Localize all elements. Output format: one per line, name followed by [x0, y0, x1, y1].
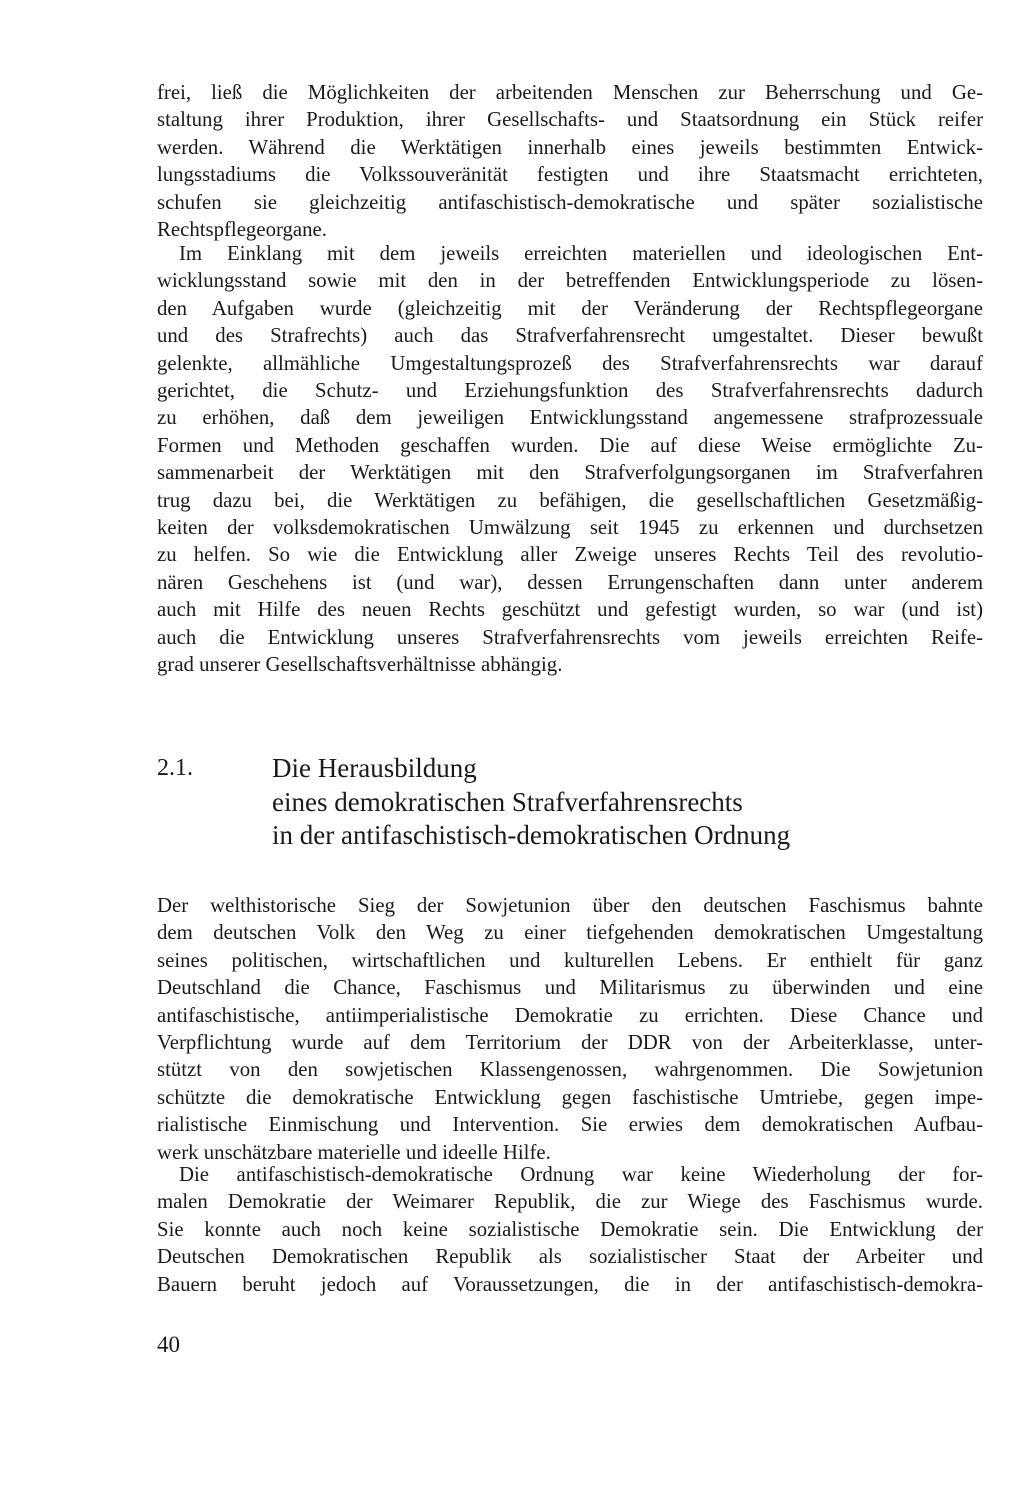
heading-line: in der antifaschistisch-demokratischen Ordnung	[272, 820, 791, 850]
paragraph-1	[157, 79, 983, 243]
text-line: werden. Während die Werktätigen innerhalb eines jeweils bestimmten Entwick-	[157, 135, 983, 159]
text-line: Deutschland die Chance, Faschismus und Militarismus zu überwinden und eine	[157, 976, 983, 1000]
text-line: gerichtet, die Schutz- und Erziehungsfunktion des Strafverfahrensrechts dadurch	[157, 379, 983, 403]
text-line: Deutschen Demokratischen Republik als sozialistischer Staat der Arbeiter und	[157, 1245, 983, 1269]
text-line: auch die Entwicklung unseres Strafverfahrensrechts vom jeweils erreichten Reife-	[157, 625, 983, 649]
text-line: Sie konnte auch noch keine sozialistische Demokratie sein. Die Entwicklung der	[157, 1217, 983, 1241]
text-line: Im Einklang mit dem jeweils erreichten materiellen und ideologischen Ent-	[179, 242, 983, 265]
text-line: wicklungsstand sowie mit den in der betreffenden Entwicklungsperiode zu lösen-	[157, 269, 983, 293]
text-line: Verpflichtung wurde auf dem Territorium der DDR von der Arbeiterklasse, unter-	[157, 1031, 983, 1055]
page-number: 40	[157, 1332, 180, 1357]
heading-line: Die Herausbildung	[272, 753, 477, 783]
text-line: stützt von den sowjetischen Klassengenossen, wahrgenommen. Die Sowjetunion	[157, 1058, 983, 1082]
text-line: und des Strafrechts) auch das Strafverfahrensrecht umgestaltet. Dieser bewußt	[157, 324, 983, 348]
paragraph-2	[157, 240, 983, 679]
text-line: nären Geschehens ist (und war), dessen Errungenschaften dann unter anderem	[157, 570, 983, 594]
text-line: Bauern beruht jedoch auf Voraussetzungen, die in der antifaschistisch-demokra-	[157, 1272, 983, 1296]
text-line: seines politischen, wirtschaftlichen und kulturellen Lebens. Er enthielt für ganz	[157, 948, 983, 972]
text-line: auch mit Hilfe des neuen Rechts geschützt und gefestigt wurden, so war (und ist)	[157, 598, 983, 622]
text-line: malen Demokratie der Weimarer Republik, die zur Wiege des Faschismus wurde.	[157, 1190, 983, 1214]
text-line: staltung ihrer Produktion, ihrer Gesellschafts- und Staatsordnung ein Stück reifer	[157, 108, 983, 132]
text-line: zu erhöhen, daß dem jeweiligen Entwicklungsstand angemessene strafprozessuale	[157, 406, 983, 430]
text-line: sammenarbeit der Werktätigen mit den Strafverfolgungsorganen im Strafverfahren	[157, 461, 983, 485]
text-line: gelenkte, allmähliche Umgestaltungsprozeß des Strafverfahrensrechts war darauf	[157, 351, 983, 375]
text-line: antifaschistische, antiimperialistische Demokratie zu errichten. Diese Chance und	[157, 1003, 983, 1027]
text-line: werk unschätzbare materielle und ideelle Hilfe.	[157, 1140, 551, 1164]
text-line: Rechtspflegeorgane.	[157, 218, 327, 242]
text-line: dem deutschen Volk den Weg zu einer tiefgehenden demokratischen Umgestaltung	[157, 921, 983, 945]
section-number: 2.1.	[157, 755, 193, 781]
paragraph-3	[157, 892, 983, 1166]
text-line: grad unserer Gesellschaftsverhältnisse abhängig.	[157, 653, 563, 677]
text-line: rialistische Einmischung und Intervention. Sie erwies dem demokratischen Aufbau-	[157, 1113, 983, 1137]
text-line: trug dazu bei, die Werktätigen zu befähigen, die gesellschaftlichen Gesetzmäßig-	[157, 488, 983, 512]
text-line: Die antifaschistisch-demokratische Ordnung war keine Wiederholung der for-	[179, 1163, 983, 1186]
paragraph-4	[157, 1161, 983, 1298]
section-heading	[272, 752, 790, 853]
text-line: lungsstadiums die Volkssouveränität festigten und ihre Staatsmacht errichteten,	[157, 163, 983, 187]
text-line: den Aufgaben wurde (gleichzeitig mit der Veränderung der Rechtspflegeorgane	[157, 296, 983, 320]
text-line: schufen sie gleichzeitig antifaschistisch-demokratische und später sozialistische	[157, 190, 983, 214]
text-line: schützte die demokratische Entwicklung gegen faschistische Umtriebe, gegen impe-	[157, 1085, 983, 1109]
heading-line: eines demokratischen Strafverfahrensrechts	[272, 786, 743, 817]
text-line: keiten der volksdemokratischen Umwälzung seit 1945 zu erkennen und durchsetzen	[157, 516, 983, 540]
text-line: frei, ließ die Möglichkeiten der arbeitenden Menschen zur Beherrschung und Ge-	[157, 81, 983, 104]
text-line: zu helfen. So wie die Entwicklung aller Zweige unseres Rechts Teil des revolutio-	[157, 543, 983, 567]
text-line: Der welthistorische Sieg der Sowjetunion über den deutschen Faschismus bahnte	[157, 894, 983, 917]
text-line: Formen und Methoden geschaffen wurden. Die auf diese Weise ermöglichte Zu-	[157, 433, 983, 457]
